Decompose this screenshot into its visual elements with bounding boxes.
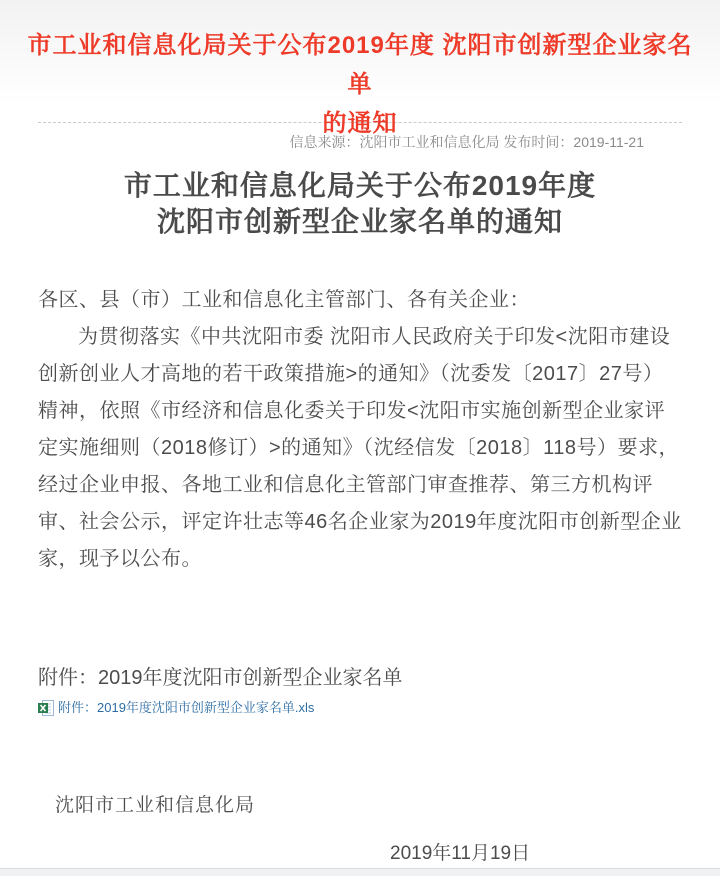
meta-line — [0, 132, 720, 152]
body-paragraph: 为贯彻落实《中共沈阳市委 沈阳市人民政府关于印发<沈阳市建设创新创业人才高地的若干政策措施>的通知》（沈委发〔2017〕27号）精神，依照《市经济和信息化委关于印发<沈阳市实施创新型企业家评定实施细则（2018修订）>的通知》（沈经信发〔2018〕118号）要求，经过企业申报、各地工业和信息化主管部门审查推荐、第三方机构评审、社会公示，评定许壮志等46名企业家为2019年度沈阳市创新型企业家，现予以公布。 — [38, 326, 682, 570]
banner-title — [20, 26, 700, 143]
attachment-download-link[interactable]: 附件：2019年度沈阳市创新型企业家名单.xls — [58, 700, 315, 715]
article-title — [20, 168, 700, 240]
article-title-line1: 市工业和信息化局关于公布2019年度 — [123, 170, 597, 201]
issue-date: 2019年11月19日 — [390, 843, 531, 864]
bottom-band — [0, 868, 720, 876]
banner-title-line1: 市工业和信息化局关于公布2019年度 沈阳市创新型企业家名单 — [27, 32, 693, 98]
attachment-label: 附件：2019年度沈阳市创新型企业家名单 — [38, 667, 403, 689]
salutation: 各区、县（市）工业和信息化主管部门、各有关企业： — [38, 289, 530, 311]
info-source: 信息来源：沈阳市工业和信息化局 — [289, 134, 500, 150]
excel-file-icon — [38, 700, 54, 716]
attachment-row — [38, 699, 682, 717]
banner-title-line2: 的通知 — [322, 110, 398, 137]
issuer-signature: 沈阳市工业和信息化局 — [55, 795, 256, 816]
article-title-line2: 沈阳市创新型企业家名单的通知 — [156, 206, 563, 237]
article-body — [38, 282, 682, 578]
page-banner — [0, 0, 720, 137]
publish-time: 发布时间：2019-11-21 — [503, 134, 644, 150]
